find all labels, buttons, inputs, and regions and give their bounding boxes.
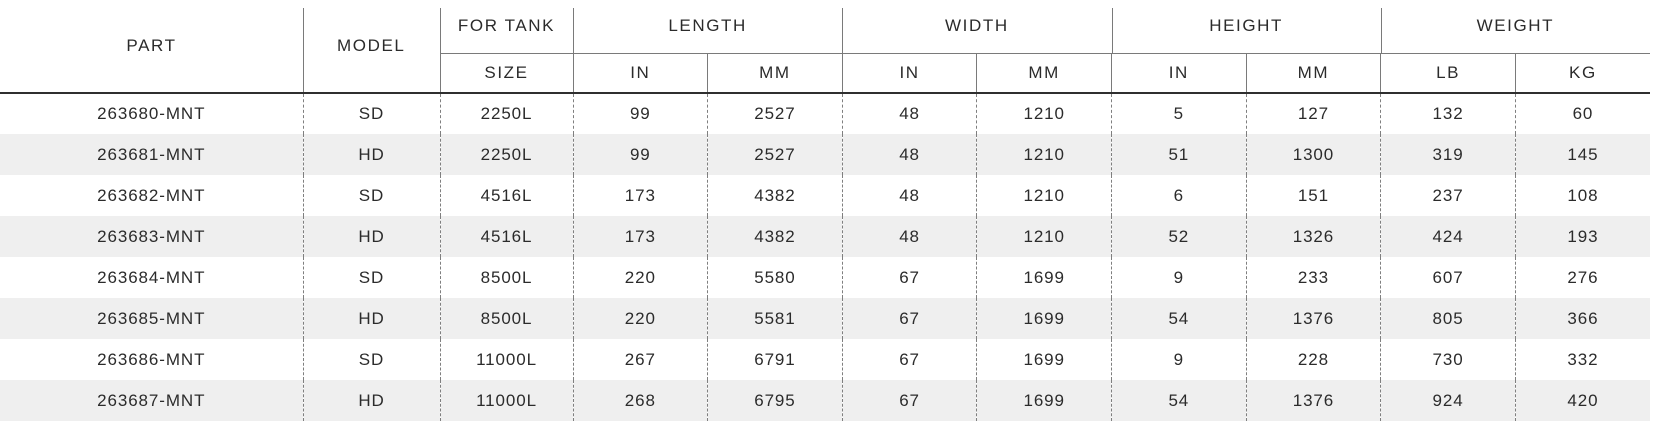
cell-model: HD: [303, 298, 440, 339]
cell-length-in: 220: [573, 298, 708, 339]
cell-part: 263687-MNT: [97, 390, 206, 410]
cell-height-in: 54: [1112, 380, 1247, 421]
cell-height-mm: 233: [1246, 257, 1381, 298]
cell-weight-kg: 420: [1515, 380, 1650, 421]
cell-weight-kg: 145: [1515, 134, 1650, 175]
col-header-size: SIZE: [440, 53, 573, 93]
cell-weight-lb: 924: [1381, 380, 1516, 421]
cell-width-in: 48: [842, 216, 977, 257]
cell-length-in: 267: [573, 339, 708, 380]
cell-tank-size: 11000L: [440, 339, 573, 380]
col-header-width-mm: MM: [977, 53, 1112, 93]
cell-height-mm: 127: [1246, 93, 1381, 134]
cell-width-in: 67: [842, 380, 977, 421]
col-header-model: MODEL: [303, 0, 440, 93]
cell-weight-lb: 730: [1381, 339, 1516, 380]
cell-length-mm: 4382: [708, 175, 843, 216]
col-header-weight: WEIGHT: [1381, 0, 1650, 53]
cell-height-mm: 1300: [1246, 134, 1381, 175]
col-header-weight-kg: KG: [1515, 53, 1650, 93]
cell-weight-lb: 607: [1381, 257, 1516, 298]
cell-part: 263685-MNT: [97, 308, 206, 328]
cell-part: 263681-MNT: [97, 144, 206, 164]
col-header-weight-lb: LB: [1381, 53, 1516, 93]
cell-weight-kg: 366: [1515, 298, 1650, 339]
cell-part: 263682-MNT: [97, 185, 206, 205]
cell-width-in: 48: [842, 134, 977, 175]
table-row: [0, 339, 1650, 380]
cell-length-mm: 6795: [708, 380, 843, 421]
cell-width-in: 67: [842, 339, 977, 380]
col-header-height-in: IN: [1112, 53, 1247, 93]
cell-width-in: 48: [842, 93, 977, 134]
cell-model: SD: [303, 93, 440, 134]
header-group-row: [0, 0, 1650, 53]
cell-model: SD: [303, 175, 440, 216]
col-header-length: LENGTH: [573, 0, 842, 53]
cell-height-in: 9: [1112, 339, 1247, 380]
cell-tank-size: 4516L: [440, 175, 573, 216]
col-header-width-in: IN: [842, 53, 977, 93]
cell-width-in: 48: [842, 175, 977, 216]
cell-width-mm: 1210: [977, 216, 1112, 257]
table-row: [0, 175, 1650, 216]
cell-length-mm: 5580: [708, 257, 843, 298]
cell-width-mm: 1699: [977, 339, 1112, 380]
cell-model: HD: [303, 380, 440, 421]
cell-width-mm: 1210: [977, 93, 1112, 134]
cell-height-in: 54: [1112, 298, 1247, 339]
cell-length-in: 220: [573, 257, 708, 298]
cell-height-in: 5: [1112, 93, 1247, 134]
cell-part: 263686-MNT: [97, 349, 206, 369]
cell-weight-kg: 60: [1515, 93, 1650, 134]
cell-weight-lb: 319: [1381, 134, 1516, 175]
cell-height-mm: 151: [1246, 175, 1381, 216]
cell-width-mm: 1699: [977, 257, 1112, 298]
col-header-length-in: IN: [573, 53, 708, 93]
cell-height-mm: 1376: [1246, 380, 1381, 421]
cell-length-mm: 2527: [708, 93, 843, 134]
cell-length-in: 173: [573, 216, 708, 257]
cell-weight-kg: 108: [1515, 175, 1650, 216]
cell-length-in: 99: [573, 134, 708, 175]
table-row: [0, 93, 1650, 134]
cell-width-in: 67: [842, 257, 977, 298]
col-header-width: WIDTH: [842, 0, 1111, 53]
col-header-part: PART: [0, 0, 303, 93]
col-header-height-mm: MM: [1246, 53, 1381, 93]
table-row: [0, 216, 1650, 257]
cell-width-mm: 1210: [977, 175, 1112, 216]
cell-weight-lb: 132: [1381, 93, 1516, 134]
cell-length-mm: 6791: [708, 339, 843, 380]
cell-weight-lb: 237: [1381, 175, 1516, 216]
cell-width-mm: 1699: [977, 380, 1112, 421]
cell-height-in: 9: [1112, 257, 1247, 298]
cell-tank-size: 2250L: [440, 93, 573, 134]
cell-tank-size: 11000L: [440, 380, 573, 421]
cell-model: SD: [303, 257, 440, 298]
spec-table-body: [0, 93, 1650, 421]
cell-width-mm: 1210: [977, 134, 1112, 175]
cell-part: 263683-MNT: [97, 226, 206, 246]
table-row: [0, 134, 1650, 175]
cell-height-in: 51: [1112, 134, 1247, 175]
cell-weight-kg: 193: [1515, 216, 1650, 257]
cell-model: SD: [303, 339, 440, 380]
cell-height-mm: 1326: [1246, 216, 1381, 257]
cell-height-mm: 1376: [1246, 298, 1381, 339]
cell-height-in: 52: [1112, 216, 1247, 257]
cell-model: HD: [303, 216, 440, 257]
cell-width-mm: 1699: [977, 298, 1112, 339]
cell-tank-size: 8500L: [440, 298, 573, 339]
cell-model: HD: [303, 134, 440, 175]
cell-tank-size: 8500L: [440, 257, 573, 298]
col-header-for-tank: FOR TANK: [440, 0, 573, 53]
cell-length-mm: 4382: [708, 216, 843, 257]
spec-table-header: [0, 0, 1650, 93]
cell-weight-lb: 805: [1381, 298, 1516, 339]
col-header-length-mm: MM: [708, 53, 843, 93]
cell-width-in: 67: [842, 298, 977, 339]
cell-length-mm: 2527: [708, 134, 843, 175]
cell-length-in: 173: [573, 175, 708, 216]
table-row: [0, 257, 1650, 298]
cell-length-mm: 5581: [708, 298, 843, 339]
table-row: [0, 298, 1650, 339]
cell-height-in: 6: [1112, 175, 1247, 216]
cell-weight-kg: 276: [1515, 257, 1650, 298]
col-header-height: HEIGHT: [1112, 0, 1381, 53]
cell-part: 263680-MNT: [97, 104, 206, 123]
cell-weight-kg: 332: [1515, 339, 1650, 380]
cell-weight-lb: 424: [1381, 216, 1516, 257]
cell-length-in: 268: [573, 380, 708, 421]
cell-length-in: 99: [573, 93, 708, 134]
cell-height-mm: 228: [1246, 339, 1381, 380]
table-row: [0, 380, 1650, 421]
cell-tank-size: 4516L: [440, 216, 573, 257]
cell-tank-size: 2250L: [440, 134, 573, 175]
cell-part: 263684-MNT: [97, 267, 206, 287]
